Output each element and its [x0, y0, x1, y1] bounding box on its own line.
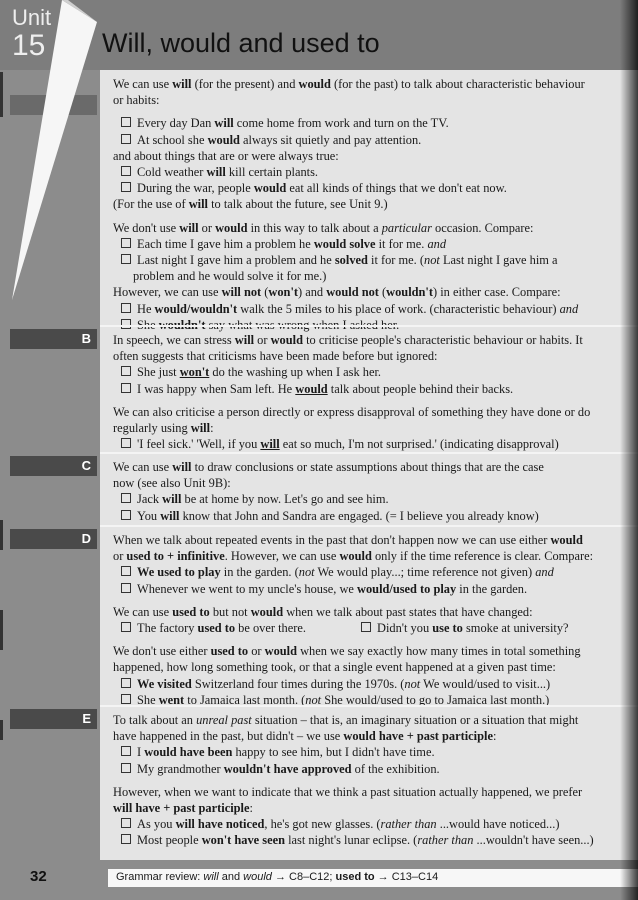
text: have happened in the past, but didn't – we use	[113, 729, 344, 744]
text: At school she	[137, 132, 208, 147]
italic-text: rather than	[417, 833, 474, 848]
bold-text: would	[207, 132, 240, 147]
text: You	[137, 508, 161, 523]
example-item	[113, 252, 638, 268]
page-title: Will, would and used to	[102, 28, 380, 58]
paragraph	[113, 196, 638, 212]
text: be over there.	[235, 621, 306, 636]
text: problem and he would solve it for me.)	[133, 269, 327, 284]
bold-text: will	[179, 220, 199, 235]
text: or	[113, 549, 127, 564]
italic-text: and	[559, 301, 579, 316]
text: and	[218, 871, 244, 883]
text: I	[137, 745, 145, 760]
bold-text: would/wouldn't	[154, 301, 238, 316]
text: ) in either case. Compare:	[432, 285, 561, 300]
example-item	[353, 620, 569, 636]
text: The factory	[137, 621, 198, 636]
text: only if the time reference is clear. Compare:	[371, 549, 594, 564]
text: Whenever we went to my uncle's house, we	[137, 581, 358, 596]
spacer	[113, 597, 638, 604]
example-item	[113, 301, 638, 317]
text: but not	[209, 604, 251, 619]
bold-text: would	[298, 77, 331, 91]
text: We can use	[113, 604, 173, 619]
bold-text: will	[214, 116, 234, 131]
example-item	[113, 676, 638, 692]
bold-text: will	[172, 77, 192, 91]
italic-text: not	[404, 676, 421, 691]
bold-text: will	[172, 460, 192, 474]
bold-text: We visited	[137, 676, 192, 691]
paragraph	[113, 459, 638, 491]
unit-badge	[12, 6, 51, 62]
page-number: 32	[30, 868, 47, 885]
text: We would play...; time reference not given)	[314, 565, 536, 580]
paragraph	[113, 76, 638, 108]
paragraph	[113, 643, 638, 675]
bold-text: would	[270, 333, 303, 347]
paragraph	[113, 532, 638, 564]
text: Grammar review:	[116, 871, 204, 883]
paragraph	[113, 404, 638, 436]
example-item	[113, 164, 638, 180]
text: (for the past) to talk about characteristic behaviour	[330, 77, 585, 91]
bold-text: will	[190, 421, 211, 436]
section-label-c: C	[10, 456, 97, 476]
bold-text: will have noticed	[175, 817, 265, 832]
text: She	[137, 317, 159, 332]
text: or	[254, 333, 271, 347]
bold-text: used to	[335, 871, 375, 883]
text: it for me. (	[367, 253, 424, 268]
italic-text: not	[424, 253, 440, 268]
bold-text: would	[250, 604, 284, 619]
paragraph	[113, 284, 638, 300]
bold-text: would	[550, 533, 583, 547]
text: Switzerland four times during the 1970s. (	[191, 676, 405, 691]
example-item	[113, 620, 353, 636]
text: We would/used to visit...)	[420, 676, 551, 691]
text: (	[378, 285, 387, 300]
text: We don't use either	[113, 644, 211, 659]
example-item	[113, 180, 638, 196]
text: She would/used to go to Jamaica last month.)	[321, 692, 550, 707]
text: in this way to talk about a	[247, 220, 382, 235]
text: happy to see him, but I didn't have time.	[232, 745, 435, 760]
italic-text: particular	[381, 220, 432, 235]
bold-text: won't have seen	[201, 833, 285, 848]
bold-text: used to + infinitive	[126, 549, 225, 564]
bold-text: will	[206, 165, 226, 180]
bold-text: used to	[210, 644, 249, 659]
paragraph	[113, 220, 638, 236]
italic-text: would	[243, 871, 272, 883]
paragraph	[113, 148, 638, 164]
text: it for me.	[375, 236, 428, 251]
section-b	[100, 325, 638, 452]
example-item	[113, 381, 638, 397]
text: In speech, we can stress	[113, 333, 235, 347]
example-continuation	[113, 268, 638, 284]
spacer	[113, 397, 638, 404]
text: do the washing up when I ask her.	[209, 365, 382, 380]
text: (for the present) and	[191, 77, 299, 91]
text: smoke at university?	[462, 621, 569, 636]
example-item	[113, 744, 638, 760]
bold-text: We used to play	[137, 565, 221, 580]
text: Every day Dan	[137, 116, 215, 131]
text: or habits:	[113, 93, 160, 108]
section-label-d: D	[10, 529, 97, 549]
text: last night's lunar eclipse. (	[285, 833, 418, 848]
text: walk the 5 miles to his place of work. (characteristic behaviour)	[237, 301, 560, 316]
italic-text: not	[305, 692, 322, 707]
italic-text: not	[298, 565, 315, 580]
emphasis-text: will	[260, 437, 280, 452]
bold-text: wouldn't have approved	[223, 761, 352, 776]
text: However, we can use	[113, 285, 222, 300]
text: be at home by now. Let's go and see him.	[181, 492, 389, 507]
text: However, when we want to indicate that we think a past situation actually happened, we prefer	[113, 784, 583, 799]
section-e	[100, 705, 638, 849]
text: ...wouldn't have seen...)	[473, 833, 594, 848]
italic-text: rather than	[380, 817, 437, 832]
text: → C13–C14	[374, 871, 439, 883]
example-item	[113, 115, 638, 131]
example-item	[113, 236, 638, 252]
text: Jack	[137, 492, 163, 507]
bold-text: would not	[326, 285, 379, 300]
text: kill certain plants.	[225, 165, 319, 180]
text: occasion. Compare:	[431, 220, 534, 235]
text: Each time I gave him a problem he	[137, 236, 314, 251]
unit-number: 15	[12, 29, 46, 62]
example-item	[113, 508, 638, 524]
text: Last night I gave him a	[439, 253, 558, 268]
bold-text: would	[339, 549, 372, 564]
bold-text: use to	[432, 621, 463, 636]
example-item	[113, 581, 638, 597]
page-edge-shadow	[620, 0, 638, 900]
text: when we talk about past states that have changed:	[283, 604, 533, 619]
text: To talk about an	[113, 713, 197, 727]
bold-text: used to	[172, 604, 210, 619]
text: come home from work and turn on the TV.	[233, 116, 449, 131]
margin-bar	[0, 720, 3, 740]
text: My grandmother	[137, 761, 224, 776]
text: She	[137, 692, 159, 707]
bold-text: used to	[197, 621, 236, 636]
text: Didn't you	[377, 621, 433, 636]
example-item	[113, 832, 638, 848]
bold-text: would solve	[313, 236, 376, 251]
example-item	[113, 816, 638, 832]
italic-text: and	[535, 565, 554, 580]
text: :	[492, 729, 497, 744]
text: We can use	[113, 460, 173, 474]
margin-bar	[0, 610, 3, 650]
text: in the garden.	[456, 581, 528, 596]
text: I was happy when Sam left. He	[137, 381, 296, 396]
text: talk about people behind their backs.	[327, 381, 514, 396]
text: . However, we can use	[224, 549, 340, 564]
bold-text: will	[162, 492, 182, 507]
text: :	[249, 801, 253, 816]
example-item	[113, 491, 638, 507]
text: → C8–C12;	[271, 871, 336, 883]
text: now (see also Unit 9B):	[113, 476, 231, 491]
bold-text: would	[215, 220, 248, 235]
italic-text: and	[427, 236, 447, 251]
emphasis-text: won't	[179, 365, 210, 380]
text: to criticise people's characteristic behaviour or habits. It	[302, 333, 583, 347]
section-c	[100, 452, 638, 524]
example-item	[113, 364, 638, 380]
text: always sit quietly and pay attention.	[239, 132, 422, 147]
bold-text: would have been	[144, 745, 233, 760]
text: say what was wrong when I asked her.	[205, 317, 400, 332]
example-item	[113, 436, 638, 452]
text: Last night I gave him a problem and he	[137, 253, 335, 268]
bold-text: will	[160, 508, 180, 523]
section-d	[100, 525, 638, 708]
section-label-e: E	[10, 709, 97, 729]
italic-text: will	[203, 871, 219, 883]
text: know that John and Sandra are engaged. (= I believe you already know)	[179, 508, 539, 523]
bold-text: went	[158, 692, 185, 707]
paragraph	[113, 604, 638, 620]
text: (For the use of	[113, 197, 189, 212]
text: to Jamaica last month. (	[184, 692, 306, 707]
section-label-b: B	[10, 329, 97, 349]
bold-text: wouldn't	[386, 285, 433, 300]
grammar-review-note	[108, 869, 638, 887]
bold-text: will have + past participle	[113, 801, 250, 816]
bold-text: won't	[268, 285, 299, 300]
text: when we say exactly how many times in total something	[297, 644, 581, 659]
text: eat all kinds of things that we don't eat now.	[286, 181, 507, 196]
text: Most people	[137, 833, 202, 848]
italic-text: unreal past	[196, 713, 252, 727]
text: , he's got new glasses. (	[264, 817, 381, 832]
paragraph	[113, 332, 638, 364]
bold-text: would	[264, 644, 298, 659]
text: When we talk about repeated events in the past that don't happen now we can use either	[113, 533, 551, 547]
text: :	[210, 421, 214, 436]
bold-text: would	[253, 181, 287, 196]
example-item	[113, 132, 638, 148]
text: happened, how long something took, or that a single event happened at a given past time:	[113, 660, 556, 675]
text: of the exhibition.	[351, 761, 440, 776]
paragraph	[113, 784, 638, 816]
text: ...would have noticed...)	[436, 817, 560, 832]
bold-text: will	[188, 197, 208, 212]
example-item	[113, 761, 638, 777]
bold-text: solved	[334, 253, 368, 268]
margin-bar	[0, 520, 3, 550]
text: to talk about the future, see Unit 9.)	[208, 197, 388, 212]
text: We don't use	[113, 220, 180, 235]
text: and about things that are or were always true:	[113, 148, 339, 163]
text: We can also criticise a person directly or express disapproval of something they have done or do	[113, 404, 591, 419]
bold-text: wouldn't	[158, 317, 206, 332]
bold-text: will	[234, 333, 255, 347]
text: 'I feel sick.' 'Well, if you	[137, 437, 261, 452]
text: She just	[137, 365, 180, 380]
text: During the war, people	[137, 181, 254, 196]
text: regularly using	[113, 421, 191, 436]
bold-text: would/used to play	[357, 581, 457, 596]
section-a	[100, 70, 638, 333]
text: to draw conclusions or state assumptions about things that are the case	[191, 460, 544, 474]
bold-text: would have + past participle	[343, 729, 493, 744]
text: often suggests that criticisms have been made before but ignored:	[113, 349, 438, 364]
text: ) and	[298, 285, 327, 300]
text: or	[248, 644, 265, 659]
text: situation – that is, an imaginary situation or a situation that might	[251, 713, 579, 727]
paragraph	[113, 712, 638, 744]
text: He	[137, 301, 155, 316]
unit-label: Unit	[12, 5, 52, 30]
text: We can use	[113, 77, 173, 91]
text: eat so much, I'm not surprised.' (indicating disapproval)	[279, 437, 559, 452]
spacer	[113, 777, 638, 784]
spacer	[113, 636, 638, 643]
example-pair	[113, 620, 638, 636]
text: (	[261, 285, 269, 300]
bold-text: will not	[221, 285, 262, 300]
text: As you	[137, 817, 176, 832]
text: in the garden. (	[220, 565, 299, 580]
emphasis-text: would	[295, 381, 328, 396]
example-item	[113, 564, 638, 580]
text: Cold weather	[137, 165, 207, 180]
text: or	[198, 220, 216, 235]
